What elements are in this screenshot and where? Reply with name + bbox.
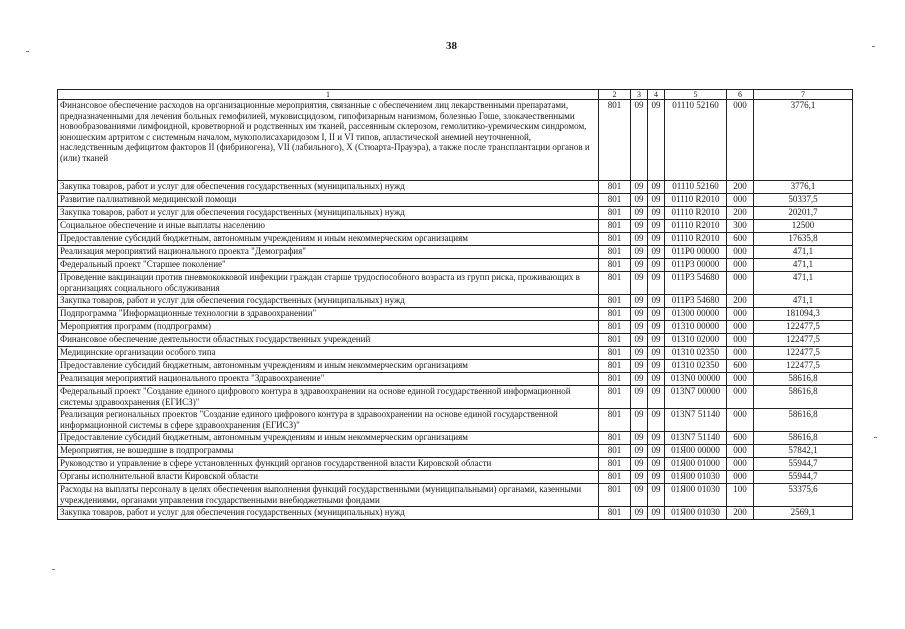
row-name: Проведение вакцинации против пневмококковой инфекции граждан старше трудоспособного возраста из групп риска, проживающих в организациях социального обслуживания [58,272,599,295]
row-expense-type: 000 [727,246,754,259]
row-expense-type: 300 [727,220,754,233]
row-section-code: 09 [631,471,648,484]
table-row [58,373,853,386]
row-name: Реализация мероприятий национального проекта "Здравоохранение" [58,373,599,386]
row-subsection-code: 09 [648,386,665,409]
column-header-3: 3 [631,90,648,100]
row-expense-type: 000 [727,194,754,207]
row-expense-type: 000 [727,386,754,409]
row-ministry-code: 801 [599,181,631,194]
row-target-article: 01Я00 01030 [665,484,727,507]
table-row [58,246,853,259]
row-ministry-code: 801 [599,220,631,233]
row-name: Федеральный проект "Старшее поколение" [58,259,599,272]
row-target-article: 01110 R2010 [665,194,727,207]
row-ministry-code: 801 [599,295,631,308]
row-section-code: 09 [631,308,648,321]
row-name: Мероприятия, не вошедшие в подпрограммы [58,445,599,458]
table-row [58,272,853,295]
row-amount: 181094,3 [754,308,853,321]
row-name: Реализация региональных проектов "Создание единого цифрового контура в здравоохранении на основе единой государственной информационной системы в сфере здравоохранения (ЕГИСЗ)" [58,409,599,432]
row-amount: 471,1 [754,272,853,295]
row-name: Подпрограмма "Информационные технологии в здравоохранении" [58,308,599,321]
row-target-article: 011P3 54680 [665,272,727,295]
row-target-article: 013N0 00000 [665,373,727,386]
row-amount: 50337,5 [754,194,853,207]
row-subsection-code: 09 [648,471,665,484]
row-subsection-code: 09 [648,220,665,233]
row-name: Финансовое обеспечение расходов на организационные мероприятия, связанные с обеспечением лиц лекарственными препаратами, предназначенными для лечения больных гемофилией, муковисцидозом, гипофизарным нанизмом, болезнью Гоше, злокачественными новообразованиями лимфоидной, кроветворной и родственных им тканей, рассеянным склерозом, гемолитико-уремическим синдромом, юношеским артритом с системным началом, мукополисахаридозом I, II и VI типов, апластической анемией неуточненной, наследственным дефицитом факторов II (фибриногена), VII (лабильного), X (Стюарта-Прауэра), а также после трансплантации органов и (или) тканей [58,100,599,181]
row-amount: 58616,8 [754,386,853,409]
row-amount: 58616,8 [754,432,853,445]
table-row [58,220,853,233]
table-row [58,259,853,272]
row-section-code: 09 [631,259,648,272]
row-target-article: 01110 R2010 [665,220,727,233]
table-row [58,321,853,334]
row-section-code: 09 [631,181,648,194]
row-name: Закупка товаров, работ и услуг для обеспечения государственных (муниципальных) нужд [58,295,599,308]
table-row [58,347,853,360]
row-target-article: 01Я00 01000 [665,458,727,471]
row-subsection-code: 09 [648,347,665,360]
scan-speck [872,46,875,47]
row-amount: 17635,8 [754,233,853,246]
table-header-row [58,90,853,100]
row-section-code: 09 [631,373,648,386]
row-section-code: 09 [631,386,648,409]
row-ministry-code: 801 [599,432,631,445]
row-target-article: 01Я00 01030 [665,507,727,520]
row-expense-type: 000 [727,347,754,360]
row-expense-type: 000 [727,100,754,181]
row-amount: 122477,5 [754,334,853,347]
row-section-code: 09 [631,220,648,233]
row-subsection-code: 09 [648,445,665,458]
table-row [58,308,853,321]
row-amount: 471,1 [754,295,853,308]
row-target-article: 01110 52160 [665,100,727,181]
table-row [58,233,853,246]
row-target-article: 013N7 00000 [665,386,727,409]
row-ministry-code: 801 [599,321,631,334]
row-amount: 3776,1 [754,181,853,194]
row-name: Федеральный проект "Создание единого цифрового контура в здравоохранении на основе единой государственной информационной системы здравоохранения (ЕГИСЗ)" [58,386,599,409]
table-row [58,484,853,507]
row-section-code: 09 [631,360,648,373]
row-amount: 122477,5 [754,347,853,360]
row-name: Развитие паллиативной медицинской помощи [58,194,599,207]
row-amount: 53375,6 [754,484,853,507]
row-expense-type: 000 [727,409,754,432]
row-section-code: 09 [631,246,648,259]
row-subsection-code: 09 [648,409,665,432]
page-number: 38 [446,40,457,52]
row-amount: 12500 [754,220,853,233]
row-ministry-code: 801 [599,484,631,507]
row-subsection-code: 09 [648,458,665,471]
table-row [58,194,853,207]
row-expense-type: 600 [727,432,754,445]
row-expense-type: 000 [727,334,754,347]
row-expense-type: 200 [727,181,754,194]
table-row [58,295,853,308]
row-expense-type: 200 [727,507,754,520]
row-amount: 55944,7 [754,471,853,484]
row-section-code: 09 [631,100,648,181]
column-header-1: 1 [58,90,599,100]
row-subsection-code: 09 [648,373,665,386]
row-amount: 57842,1 [754,445,853,458]
row-expense-type: 000 [727,445,754,458]
table-row [58,100,853,181]
table-row [58,507,853,520]
row-expense-type: 000 [727,272,754,295]
row-ministry-code: 801 [599,507,631,520]
row-ministry-code: 801 [599,386,631,409]
row-amount: 58616,8 [754,373,853,386]
table-row [58,445,853,458]
row-target-article: 011P3 54680 [665,295,727,308]
row-expense-type: 000 [727,321,754,334]
table-row [58,360,853,373]
row-name: Медицинские организации особого типа [58,347,599,360]
row-expense-type: 000 [727,373,754,386]
row-ministry-code: 801 [599,233,631,246]
row-expense-type: 600 [727,233,754,246]
row-name: Руководство и управление в сфере установленных функций органов государственной власти Кировской области [58,458,599,471]
row-section-code: 09 [631,507,648,520]
row-name: Финансовое обеспечение деятельности областных государственных учреждений [58,334,599,347]
row-name: Социальное обеспечение и иные выплаты населению [58,220,599,233]
row-ministry-code: 801 [599,194,631,207]
row-target-article: 011P0 00000 [665,246,727,259]
row-ministry-code: 801 [599,373,631,386]
row-expense-type: 200 [727,207,754,220]
table-row [58,386,853,409]
column-header-5: 5 [665,90,727,100]
row-subsection-code: 09 [648,432,665,445]
scan-speck [874,437,877,438]
row-section-code: 09 [631,272,648,295]
row-section-code: 09 [631,207,648,220]
row-name: Мероприятия программ (подпрограмм) [58,321,599,334]
row-subsection-code: 09 [648,321,665,334]
scan-speck [52,569,55,570]
row-ministry-code: 801 [599,246,631,259]
row-subsection-code: 09 [648,360,665,373]
row-name: Предоставление субсидий бюджетным, автономным учреждениям и иным некоммерческим организациям [58,432,599,445]
row-amount: 20201,7 [754,207,853,220]
row-expense-type: 600 [727,360,754,373]
row-ministry-code: 801 [599,334,631,347]
table-row [58,334,853,347]
row-target-article: 01310 02350 [665,347,727,360]
row-section-code: 09 [631,334,648,347]
row-subsection-code: 09 [648,334,665,347]
row-amount: 58616,8 [754,409,853,432]
row-name: Закупка товаров, работ и услуг для обеспечения государственных (муниципальных) нужд [58,181,599,194]
row-ministry-code: 801 [599,458,631,471]
column-header-4: 4 [648,90,665,100]
row-subsection-code: 09 [648,246,665,259]
row-ministry-code: 801 [599,308,631,321]
row-amount: 122477,5 [754,360,853,373]
row-amount: 471,1 [754,259,853,272]
row-subsection-code: 09 [648,272,665,295]
table-row [58,409,853,432]
row-target-article: 01310 02000 [665,334,727,347]
row-section-code: 09 [631,347,648,360]
table-row [58,458,853,471]
row-expense-type: 100 [727,484,754,507]
row-name: Закупка товаров, работ и услуг для обеспечения государственных (муниципальных) нужд [58,207,599,220]
row-name: Реализация мероприятий национального проекта "Демография" [58,246,599,259]
row-section-code: 09 [631,194,648,207]
row-expense-type: 200 [727,295,754,308]
row-subsection-code: 09 [648,295,665,308]
row-section-code: 09 [631,445,648,458]
row-section-code: 09 [631,321,648,334]
column-header-7: 7 [754,90,853,100]
row-amount: 122477,5 [754,321,853,334]
row-subsection-code: 09 [648,308,665,321]
row-target-article: 013N7 51140 [665,432,727,445]
row-subsection-code: 09 [648,233,665,246]
column-header-6: 6 [727,90,754,100]
row-name: Предоставление субсидий бюджетным, автономным учреждениям и иным некоммерческим организациям [58,360,599,373]
row-target-article: 01300 00000 [665,308,727,321]
row-subsection-code: 09 [648,100,665,181]
row-subsection-code: 09 [648,507,665,520]
row-target-article: 01310 00000 [665,321,727,334]
row-expense-type: 000 [727,471,754,484]
scan-speck [26,51,29,52]
row-name: Расходы на выплаты персоналу в целях обеспечения выполнения функций государственными (муниципальными) органами, казенными учреждениями, органами управления государственными внебюджетными фондами [58,484,599,507]
row-amount: 2569,1 [754,507,853,520]
row-target-article: 01310 02350 [665,360,727,373]
row-section-code: 09 [631,233,648,246]
column-header-2: 2 [599,90,631,100]
budget-table [57,89,853,520]
row-amount: 471,1 [754,246,853,259]
row-name: Закупка товаров, работ и услуг для обеспечения государственных (муниципальных) нужд [58,507,599,520]
row-target-article: 011P3 00000 [665,259,727,272]
row-ministry-code: 801 [599,445,631,458]
row-subsection-code: 09 [648,207,665,220]
row-ministry-code: 801 [599,259,631,272]
row-expense-type: 000 [727,259,754,272]
row-expense-type: 000 [727,458,754,471]
row-name: Органы исполнительной власти Кировской области [58,471,599,484]
table-row [58,207,853,220]
row-target-article: 01Я00 01030 [665,471,727,484]
table-row [58,432,853,445]
row-target-article: 01110 R2010 [665,233,727,246]
row-section-code: 09 [631,432,648,445]
row-subsection-code: 09 [648,484,665,507]
row-subsection-code: 09 [648,181,665,194]
row-section-code: 09 [631,409,648,432]
row-ministry-code: 801 [599,207,631,220]
row-ministry-code: 801 [599,360,631,373]
row-ministry-code: 801 [599,409,631,432]
row-target-article: 01110 52160 [665,181,727,194]
table-row [58,471,853,484]
row-ministry-code: 801 [599,471,631,484]
row-ministry-code: 801 [599,347,631,360]
row-section-code: 09 [631,295,648,308]
row-target-article: 013N7 51140 [665,409,727,432]
row-section-code: 09 [631,458,648,471]
row-amount: 55944,7 [754,458,853,471]
row-ministry-code: 801 [599,272,631,295]
row-target-article: 01110 R2010 [665,207,727,220]
row-subsection-code: 09 [648,259,665,272]
row-subsection-code: 09 [648,194,665,207]
row-amount: 3776,1 [754,100,853,181]
row-section-code: 09 [631,484,648,507]
table-row [58,181,853,194]
row-target-article: 01Я00 00000 [665,445,727,458]
row-expense-type: 000 [727,308,754,321]
row-name: Предоставление субсидий бюджетным, автономным учреждениям и иным некоммерческим организациям [58,233,599,246]
row-ministry-code: 801 [599,100,631,181]
